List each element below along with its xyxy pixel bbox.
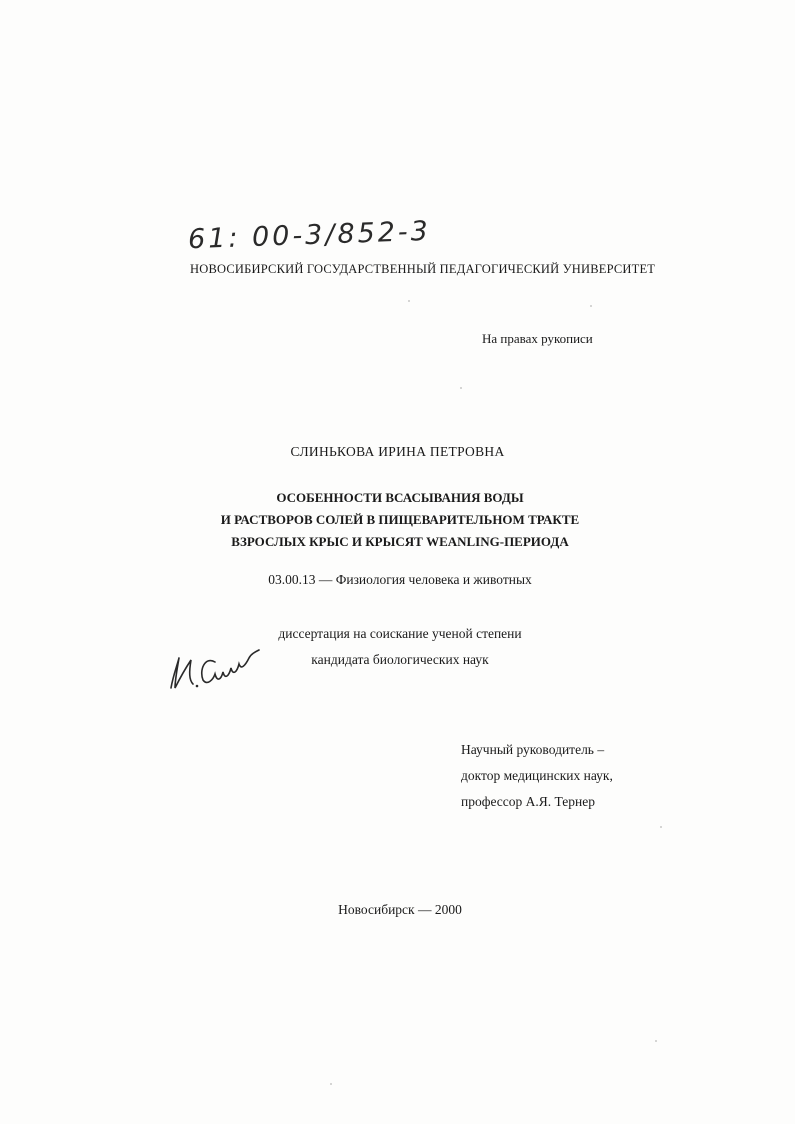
scan-speck bbox=[590, 305, 592, 307]
city-and-year: Новосибирск — 2000 bbox=[338, 902, 462, 917]
degree-line-2: кандидата биологических наук bbox=[311, 652, 489, 667]
dissertation-title bbox=[200, 487, 600, 553]
supervisor-line-1: Научный руководитель – bbox=[461, 742, 605, 757]
degree-line-1: диссертация на соискание ученой степени bbox=[278, 626, 522, 641]
scan-speck bbox=[660, 826, 662, 828]
archive-code-handwritten: 61: 00-3/852-3 bbox=[187, 215, 432, 256]
specialty-code: 03.00.13 — Физиология человека и животных bbox=[268, 572, 532, 587]
university-name: НОВОСИБИРСКИЙ ГОСУДАРСТВЕННЫЙ ПЕДАГОГИЧЕСКИЙ УНИВЕРСИТЕТ bbox=[190, 262, 656, 276]
author-name: СЛИНЬКОВА ИРИНА ПЕТРОВНА bbox=[290, 444, 505, 459]
title-line-1: ОСОБЕННОСТИ ВСАСЫВАНИЯ ВОДЫ bbox=[276, 490, 524, 505]
title-line-3: ВЗРОСЛЫХ КРЫС И КРЫСЯТ WEANLING-ПЕРИОДА bbox=[231, 534, 569, 549]
supervisor-line-3: профессор А.Я. Тернер bbox=[461, 794, 595, 809]
scan-speck bbox=[408, 300, 410, 302]
manuscript-note: На правах рукописи bbox=[482, 331, 593, 346]
scan-speck bbox=[655, 1040, 657, 1042]
scan-speck bbox=[460, 387, 462, 389]
supervisor-line-2: доктор медицинских наук, bbox=[461, 768, 613, 783]
supervisor-info bbox=[461, 737, 613, 815]
scan-speck bbox=[330, 1083, 332, 1085]
handwritten-signature bbox=[163, 636, 263, 696]
title-line-2: И РАСТВОРОВ СОЛЕЙ В ПИЩЕВАРИТЕЛЬНОМ ТРАКТЕ bbox=[220, 512, 580, 527]
